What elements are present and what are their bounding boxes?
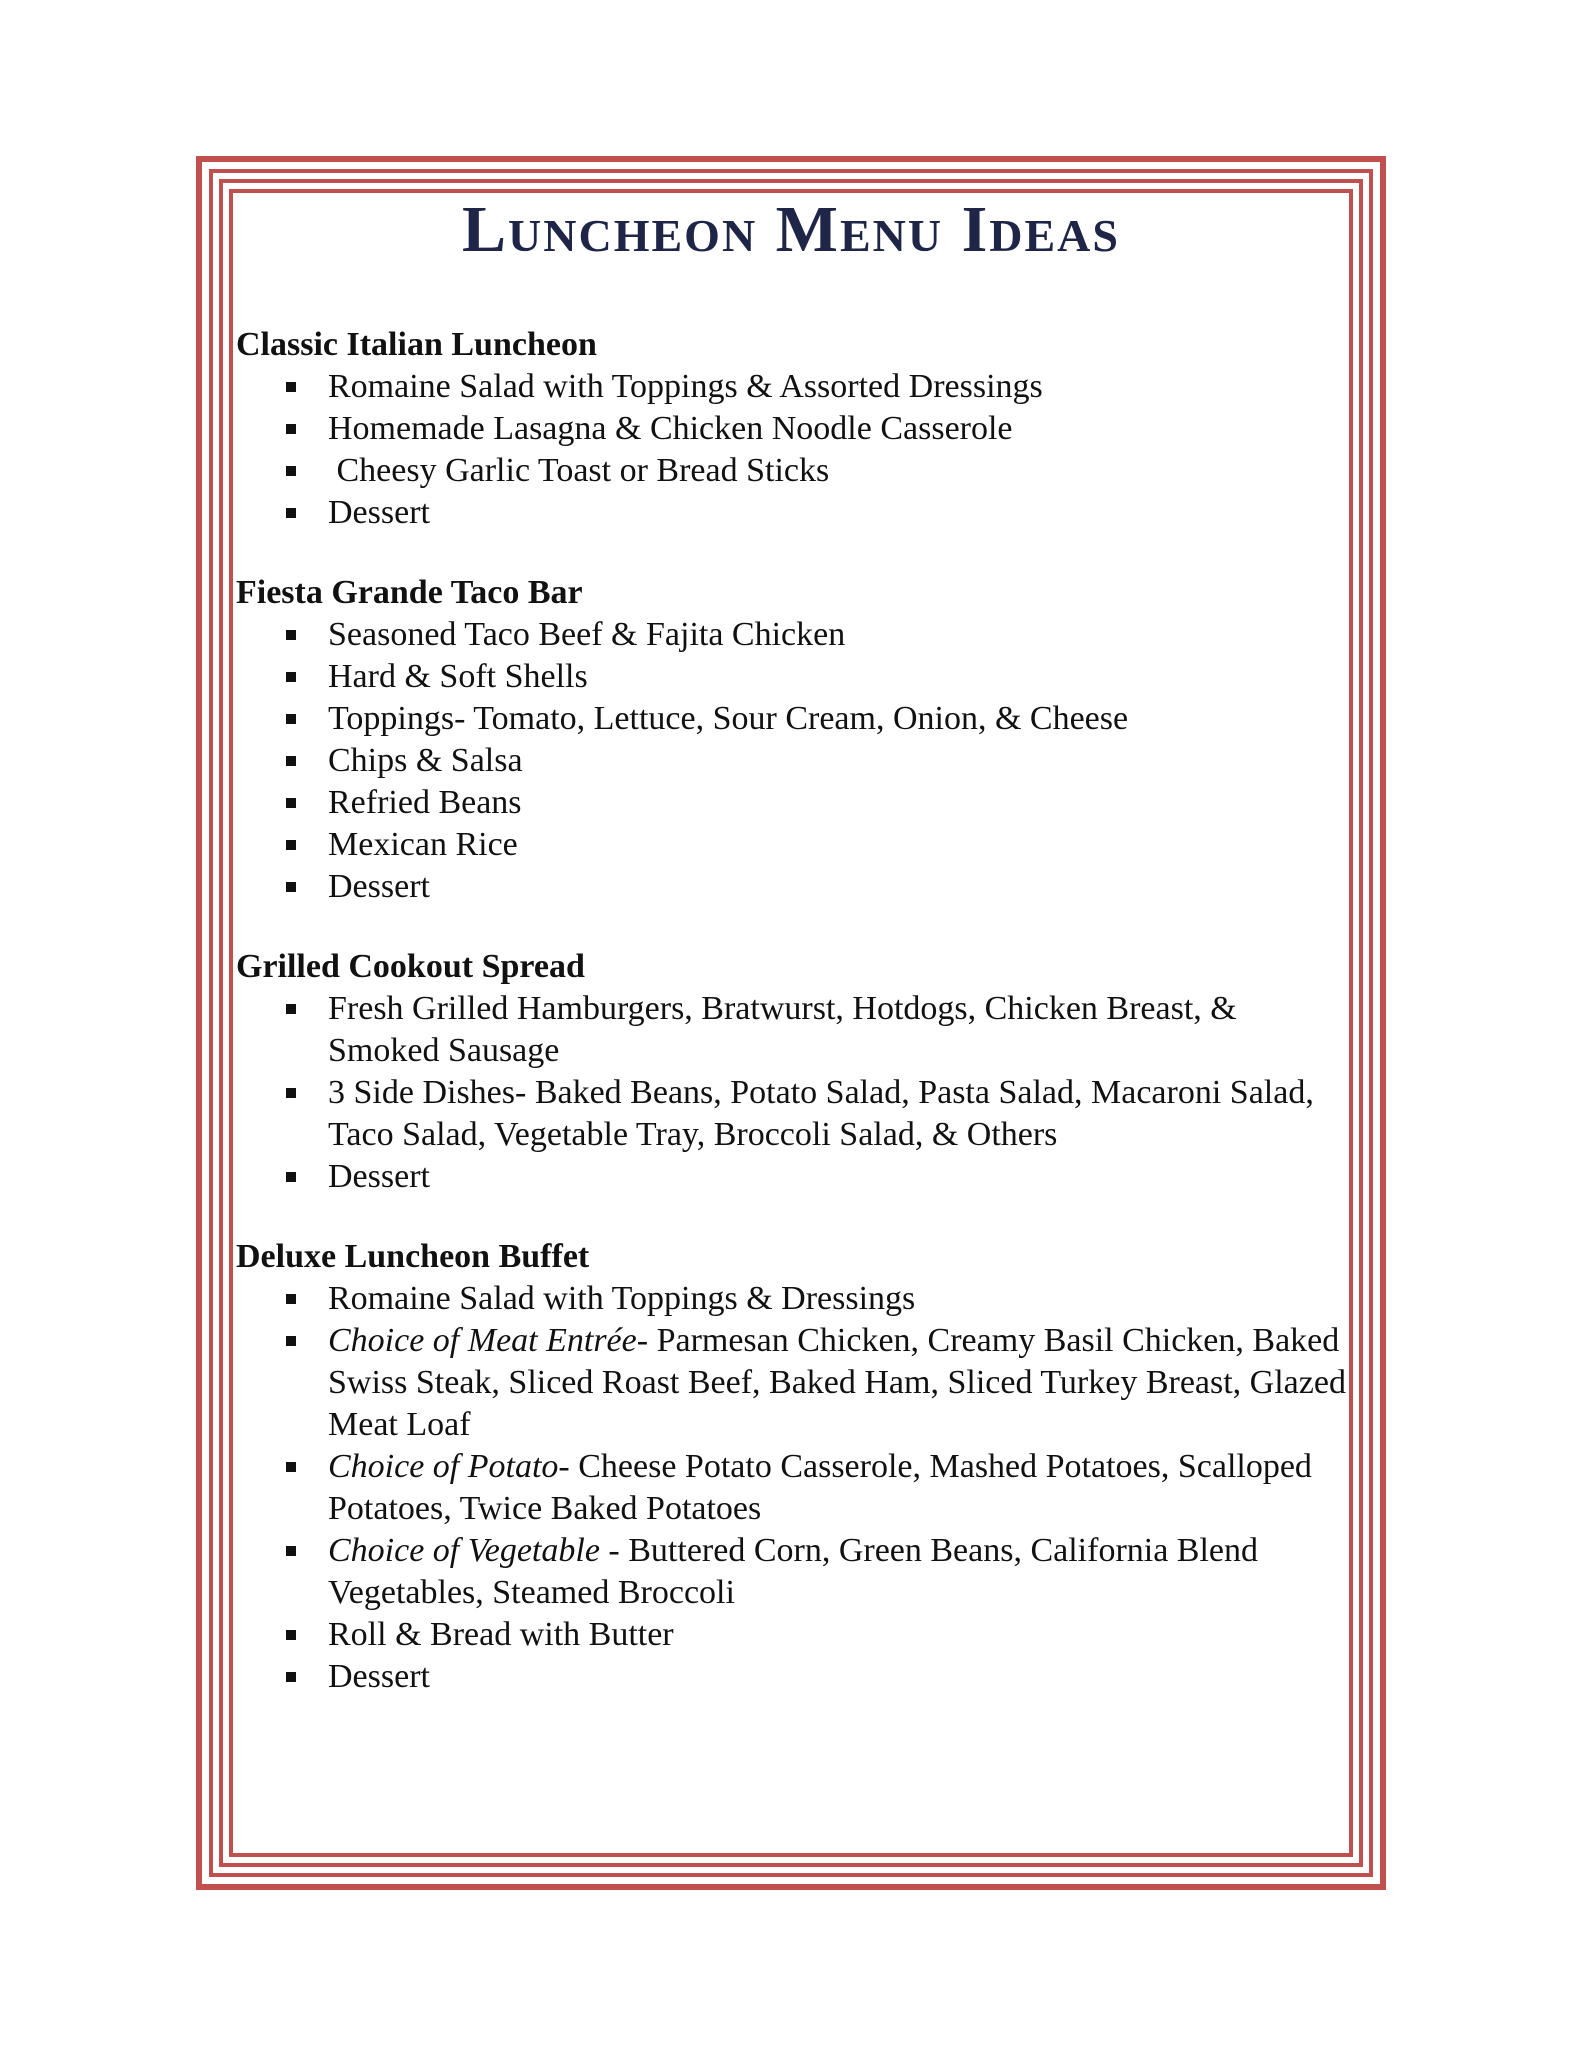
menu-content xyxy=(236,190,1346,1698)
bullet-icon xyxy=(286,1672,296,1682)
item-text: Roll & Bread with Butter xyxy=(328,1616,674,1653)
item-text: Hard & Soft Shells xyxy=(328,658,588,695)
list-item xyxy=(236,408,1346,450)
item-text: Fresh Grilled Hamburgers, Bratwurst, Hotdogs, Chicken Breast, & Smoked Sausage xyxy=(328,990,1237,1069)
list-item xyxy=(236,450,1346,492)
list-item xyxy=(236,824,1346,866)
item-text: Romaine Salad with Toppings & Assorted Dressings xyxy=(328,368,1043,405)
item-lead: Choice of Vegetable xyxy=(328,1532,600,1569)
bullet-icon xyxy=(286,1462,296,1472)
list-item xyxy=(236,698,1346,740)
bullet-icon xyxy=(286,840,296,850)
section-heading: Grilled Cookout Spread xyxy=(236,948,585,985)
item-text: - Parmesan Chicken, Creamy Basil Chicken, Baked Swiss Steak, Sliced Roast Beef, Baked Ham, Sliced Turkey Breast, Glazed Meat Loaf xyxy=(328,1322,1346,1443)
bullet-icon xyxy=(286,672,296,682)
bullet-icon xyxy=(286,1172,296,1182)
list-item xyxy=(236,1072,1346,1156)
bullet-icon xyxy=(286,798,296,808)
item-list xyxy=(236,988,1346,1198)
item-text: Homemade Lasagna & Chicken Noodle Casserole xyxy=(328,410,1013,447)
item-text: - Buttered Corn, Green Beans, California Blend Vegetables, Steamed Broccoli xyxy=(328,1532,1266,1611)
list-item xyxy=(236,656,1346,698)
bullet-icon xyxy=(286,1294,296,1304)
list-item xyxy=(236,366,1346,408)
item-text: Seasoned Taco Beef & Fajita Chicken xyxy=(328,616,846,653)
bullet-icon xyxy=(286,1088,296,1098)
bullet-icon xyxy=(286,882,296,892)
section-heading: Deluxe Luncheon Buffet xyxy=(236,1238,590,1275)
list-item xyxy=(236,782,1346,824)
item-text: - Cheese Potato Casserole, Mashed Potatoes, Scalloped Potatoes, Twice Baked Potatoes xyxy=(328,1448,1312,1527)
menu-section-deluxe-buffet xyxy=(236,1236,1346,1698)
bullet-icon xyxy=(286,714,296,724)
list-item xyxy=(236,988,1346,1072)
item-list xyxy=(236,366,1346,534)
list-item xyxy=(236,1656,1346,1698)
item-lead: Choice of Meat Entrée xyxy=(328,1322,637,1359)
bullet-icon xyxy=(286,382,296,392)
item-text: 3 Side Dishes- Baked Beans, Potato Salad, Pasta Salad, Macaroni Salad, Taco Salad, Vegetable Tray, Broccoli Salad, & Others xyxy=(328,1074,1314,1153)
bullet-icon xyxy=(286,630,296,640)
list-item xyxy=(236,1156,1346,1198)
item-lead: Choice of Potato xyxy=(328,1448,559,1485)
list-item xyxy=(236,1614,1346,1656)
section-heading: Fiesta Grande Taco Bar xyxy=(236,574,583,611)
bullet-icon xyxy=(286,1004,296,1014)
list-item xyxy=(236,866,1346,908)
item-text: Mexican Rice xyxy=(328,826,518,863)
list-item xyxy=(236,740,1346,782)
list-item xyxy=(236,1278,1346,1320)
menu-section-fiesta-taco xyxy=(236,572,1346,908)
bullet-icon xyxy=(286,756,296,766)
bullet-icon xyxy=(286,424,296,434)
item-text: Dessert xyxy=(328,1658,430,1695)
list-item xyxy=(236,614,1346,656)
list-item xyxy=(236,1446,1346,1530)
bullet-icon xyxy=(286,1336,296,1346)
list-item xyxy=(236,1320,1346,1446)
item-text: Cheesy Garlic Toast or Bread Sticks xyxy=(328,452,830,489)
item-text: Romaine Salad with Toppings & Dressings xyxy=(328,1280,916,1317)
bullet-icon xyxy=(286,466,296,476)
item-text: Refried Beans xyxy=(328,784,522,821)
item-text: Dessert xyxy=(328,868,430,905)
page-title: Luncheon Menu Ideas xyxy=(462,193,1120,266)
item-text: Toppings- Tomato, Lettuce, Sour Cream, Onion, & Cheese xyxy=(328,700,1129,737)
item-list xyxy=(236,1278,1346,1698)
list-item xyxy=(236,492,1346,534)
list-item xyxy=(236,1530,1346,1614)
bullet-icon xyxy=(286,1630,296,1640)
bullet-icon xyxy=(286,1546,296,1556)
section-heading: Classic Italian Luncheon xyxy=(236,326,597,363)
item-text: Dessert xyxy=(328,1158,430,1195)
item-text: Chips & Salsa xyxy=(328,742,523,779)
bullet-icon xyxy=(286,508,296,518)
menu-section-grilled-cookout xyxy=(236,946,1346,1198)
item-list xyxy=(236,614,1346,908)
menu-section-classic-italian xyxy=(236,324,1346,534)
item-text: Dessert xyxy=(328,494,430,531)
